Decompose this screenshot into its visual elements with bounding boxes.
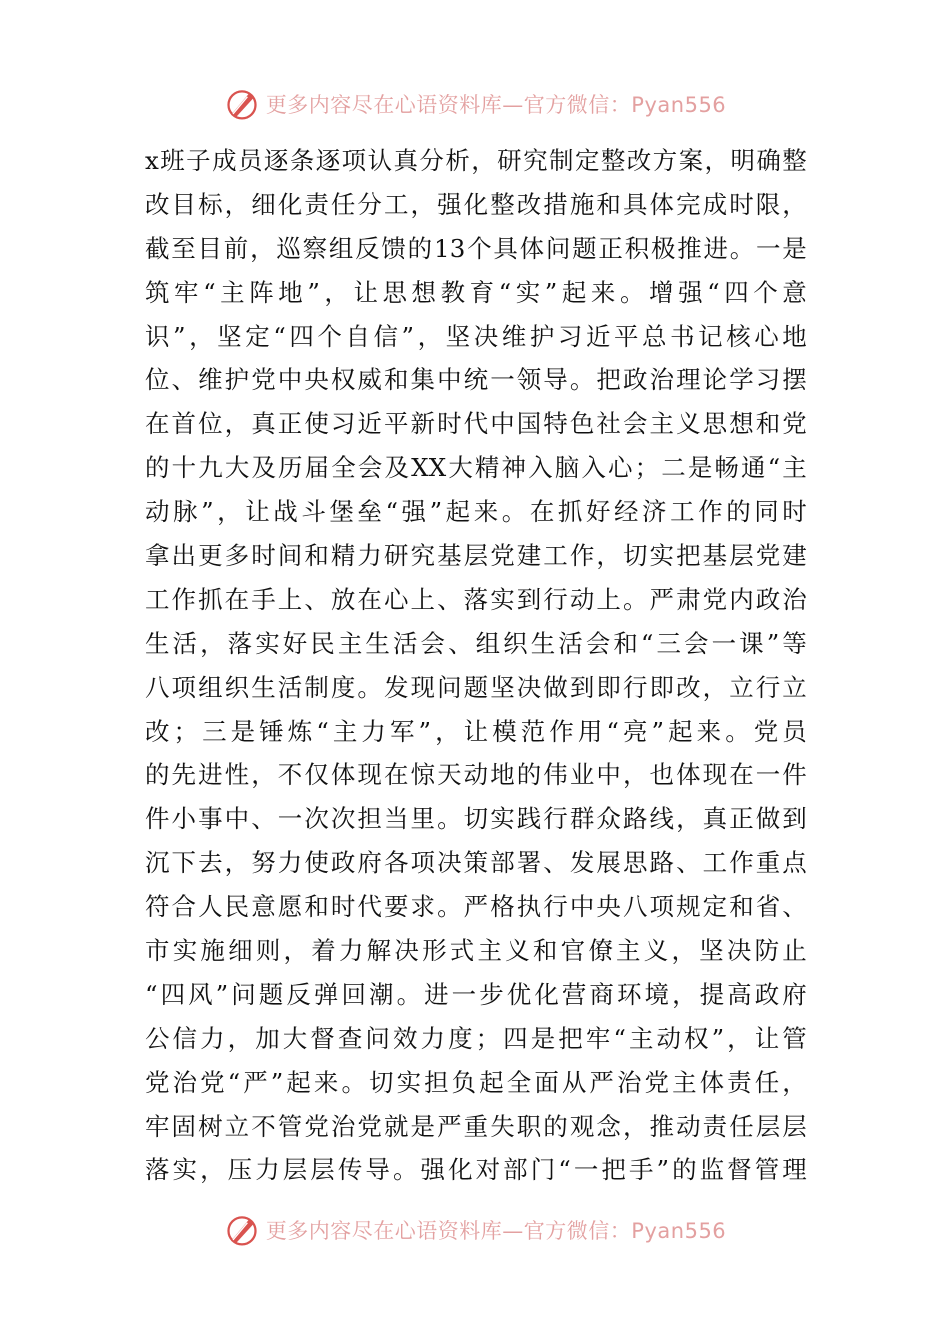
text-line: 件小事中、一次次担当里。切实践行群众路线，真正做到 xyxy=(145,804,807,834)
text-line: 生活，落实好民主生活会、组织生活会和“三会一课”等 xyxy=(145,628,807,658)
text-line: 的先进性，不仅体现在惊天动地的伟业中，也体现在一件 xyxy=(145,760,807,790)
text-line: 沉下去，努力使政府各项决策部署、发展思路、工作重点 xyxy=(145,848,807,878)
text-line: x班子成员逐条逐项认真分析，研究制定整改方案，明确整 xyxy=(145,146,807,175)
text-line: 八项组织生活制度。发现问题坚决做到即行即改，立行立 xyxy=(145,672,807,702)
text-line: 改目标，细化责任分工，强化整改措施和具体完成时限， xyxy=(145,189,807,219)
pen-nib-logo-icon xyxy=(224,86,260,122)
text-line: 落实，压力层层传导。强化对部门“一把手”的监督管理 xyxy=(145,1155,807,1185)
text-line: 改；三是锤炼“主力军”，让模范作用“亮”起来。党员 xyxy=(145,716,807,746)
pen-nib-logo-icon xyxy=(224,1212,260,1248)
footer-watermark-text: 更多内容尽在心语资料库—官方微信：Pyan556 xyxy=(265,1219,727,1243)
text-line: 符合人民意愿和时代要求。严格执行中央八项规定和省、 xyxy=(145,892,807,922)
text-line: 筑牢“主阵地”，让思想教育“实”起来。增强“四个意 xyxy=(145,277,807,307)
text-line: 牢固树立不管党治党就是严重失职的观念，推动责任层层 xyxy=(145,1111,807,1141)
document-body xyxy=(145,139,807,1192)
header-watermark-text: 更多内容尽在心语资料库—官方微信：Pyan556 xyxy=(265,93,727,117)
text-line: 位、维护党中央权威和集中统一领导。把政治理论学习摆 xyxy=(145,365,807,395)
text-line: 的十九大及历届全会及XX大精神入脑入心；二是畅通“主 xyxy=(145,453,807,483)
footer-watermark xyxy=(0,1210,950,1250)
text-line: 党治党“严”起来。切实担负起全面从严治党主体责任， xyxy=(145,1067,807,1097)
text-line: 动脉”，让战斗堡垒“强”起来。在抓好经济工作的同时 xyxy=(145,497,807,527)
header-watermark xyxy=(0,84,950,124)
text-line: 在首位，真正使习近平新时代中国特色社会主义思想和党 xyxy=(145,409,807,439)
text-line: 工作抓在手上、放在心上、落实到行动上。严肃党内政治 xyxy=(145,584,807,614)
text-line: 公信力，加大督查问效力度；四是把牢“主动权”，让管 xyxy=(145,1023,807,1053)
text-line: 拿出更多时间和精力研究基层党建工作，切实把基层党建 xyxy=(145,541,807,571)
text-line: 市实施细则，着力解决形式主义和官僚主义，坚决防止 xyxy=(145,936,807,966)
text-line: “四风”问题反弹回潮。进一步优化营商环境，提高政府 xyxy=(145,979,807,1009)
text-line: 识”，坚定“四个自信”，坚决维护习近平总书记核心地 xyxy=(145,321,807,351)
text-line: 截至目前，巡察组反馈的13个具体问题正积极推进。一是 xyxy=(145,233,807,263)
